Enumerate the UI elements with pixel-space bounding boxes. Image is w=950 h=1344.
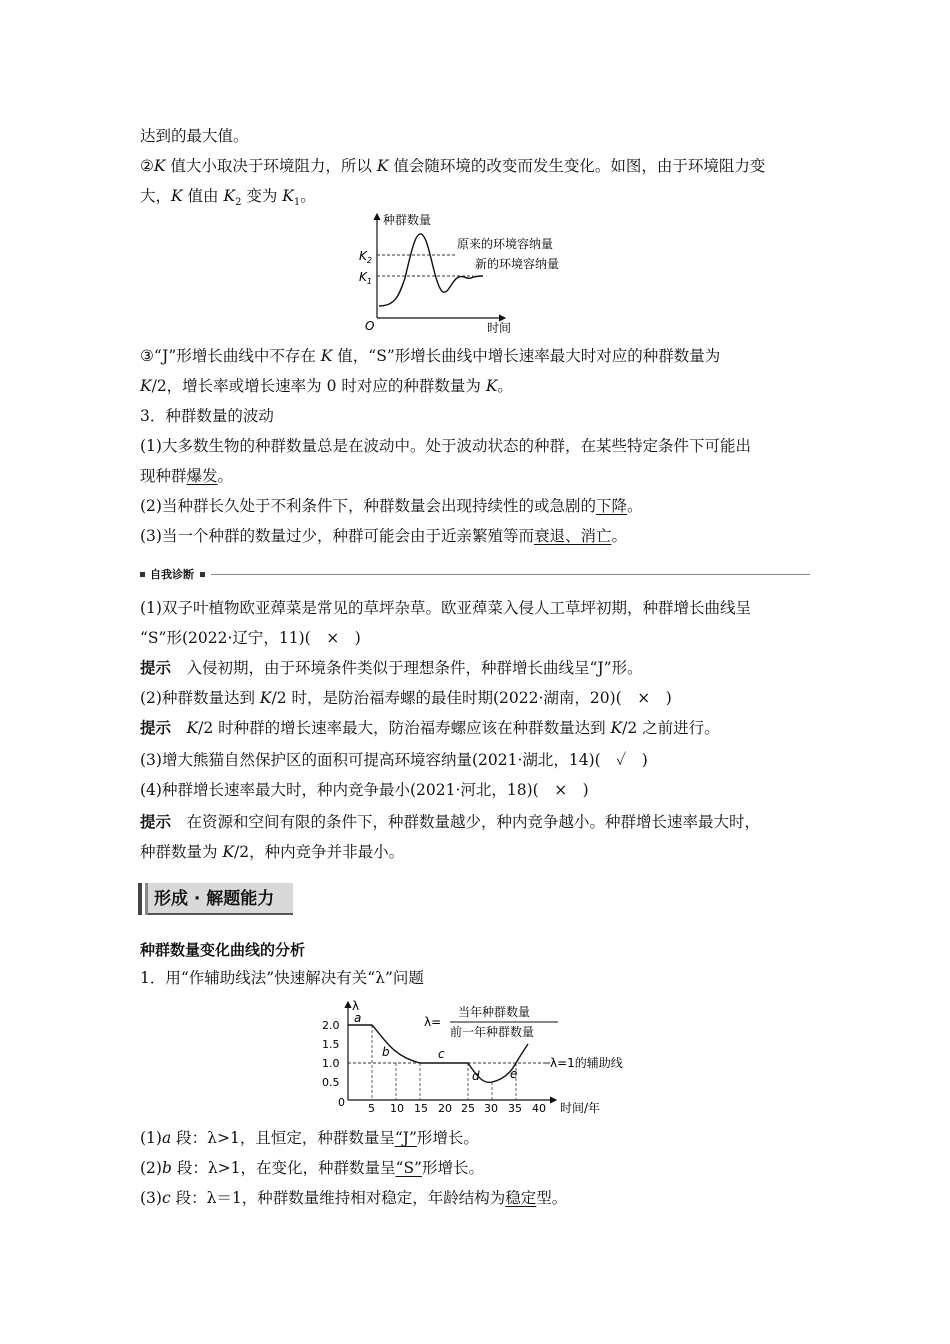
lambda-figure [318,998,638,1118]
section3-p3: (3)当一个种群的数量过少，种群可能会由于近亲繁殖等而衰退、消亡。 [140,527,627,545]
section-banner: 形成 · 解题能力 [138,883,293,915]
fig2-xtick: 15 [414,1102,428,1115]
fig2-aux-label: λ=1的辅助线 [550,1056,623,1070]
diag-q2: (2)种群数量达到 K/2 时，是防治福寿螺的最佳时期(2022·湖南，20)( × ) [140,689,672,707]
fig2-seg-d: d [472,1069,480,1083]
fig1-y-label: 种群数量 [383,213,432,227]
section3-p1-line1: (1)大多数生物的种群数量总是在波动中。处于波动状态的种群，在某些特定条件下可能出 [140,437,751,455]
fig2-xtick: 40 [532,1102,546,1115]
fig2-denominator: 前一年种群数量 [450,1025,535,1039]
header-square-icon [200,572,205,577]
fig2-ytick: 2.0 [322,1019,340,1032]
diag-q3: (3)增大熊猫自然保护区的面积可提高环境容纳量(2021·湖北，14)( ✓ ) [140,751,648,769]
diag-hint1: 提示 入侵初期，由于环境条件类似于理想条件，种群增长曲线呈“J”形。 [140,659,643,677]
para-k-value-line2: 大，K 值由 $K_2$ 变为 $K_1$。 [140,187,316,209]
fig2-xtick: 30 [484,1102,498,1115]
section3-title: 3．种群数量的波动 [140,407,274,425]
fig1-k1-label: $K_1$ [359,270,372,286]
carrying-capacity-figure [355,208,600,338]
fig2-seg-e: e [510,1067,518,1081]
fig2-xtick: 20 [438,1102,452,1115]
fig1-original-capacity-label: 原来的环境容纳量 [457,237,554,251]
fig1-x-label: 时间 [487,321,512,335]
segment-c: (3)c 段：λ＝1，种群数量维持相对稳定，年龄结构为稳定型。 [140,1189,568,1207]
fig2-ytick: 0.5 [322,1076,340,1089]
segment-a: (1)a 段：λ>1，且恒定，种群数量呈“J”形增长。 [140,1129,479,1147]
fig2-xtick: 35 [508,1102,522,1115]
analysis-item1: 1．用“作辅助线法”快速解决有关“λ”问题 [140,969,424,987]
segment-b: (2)b 段：λ>1，在变化，种群数量呈“S”形增长。 [140,1159,484,1177]
fig2-xtick: 25 [461,1102,475,1115]
diag-q4: (4)种群增长速率最大时，种内竞争最小(2021·河北，18)( × ) [140,781,589,799]
fig2-numerator: 当年种群数量 [458,1005,531,1019]
fig2-x-label: 时间/年 [560,1101,601,1115]
fig2-seg-c: c [438,1047,445,1061]
fig2-ytick: 1.0 [322,1057,340,1070]
fig1-origin: O [365,319,375,333]
diag-hint4-line1: 提示 在资源和空间有限的条件下，种群数量越少，种内竞争越小。种群增长速率最大时， [140,813,761,831]
fig2-seg-a: a [354,1011,362,1025]
diag-hint4-line2: 种群数量为 K/2，种内竞争并非最小。 [140,843,405,861]
fig2-origin: 0 [338,1096,345,1109]
fig1-new-capacity-label: 新的环境容纳量 [475,257,560,271]
para-j-curve-line2: K/2，增长率或增长速率为 0 时对应的种群数量为 K。 [140,377,513,395]
diag-hint2: 提示 K/2 时种群的增长速率最大，防治福寿螺应该在种群数量达到 K/2 之前进行。 [140,719,720,737]
fig1-k2-label: $K_2$ [359,249,372,265]
section3-p1-line2: 现种群爆发。 [140,467,234,485]
para-max-value: 达到的最大值。 [140,127,249,145]
diag-q1-line2: “S”形(2022·辽宁，11)( × ) [140,629,361,647]
fig2-y-label: λ [352,999,360,1013]
fig2-seg-b: b [382,1045,390,1059]
section3-p2: (2)当种群长久处于不利条件下，种群数量会出现持续性的或急剧的下降。 [140,497,643,515]
self-diagnosis-header: 自我诊断 [140,565,810,583]
para-k-value-line1: ②K 值大小取决于环境阻力，所以 K 值会随环境的改变而发生变化。如图，由于环境阻力变 [140,157,766,175]
header-square-icon [140,572,145,577]
diag-q1-line1: (1)双子叶植物欧亚蔊菜是常见的草坪杂草。欧亚蔊菜入侵人工草坪初期，种群增长曲线呈 [140,599,751,617]
fig2-lambda-eq: λ= [424,1015,442,1029]
fig2-xtick: 5 [368,1102,375,1115]
analysis-title: 种群数量变化曲线的分析 [140,941,306,959]
fig2-ytick: 1.5 [322,1038,340,1051]
fig2-xtick: 10 [390,1102,404,1115]
para-j-curve-line1: ③“J”形增长曲线中不存在 K 值，“S”形增长曲线中增长速率最大时对应的种群数量为 [140,347,721,365]
